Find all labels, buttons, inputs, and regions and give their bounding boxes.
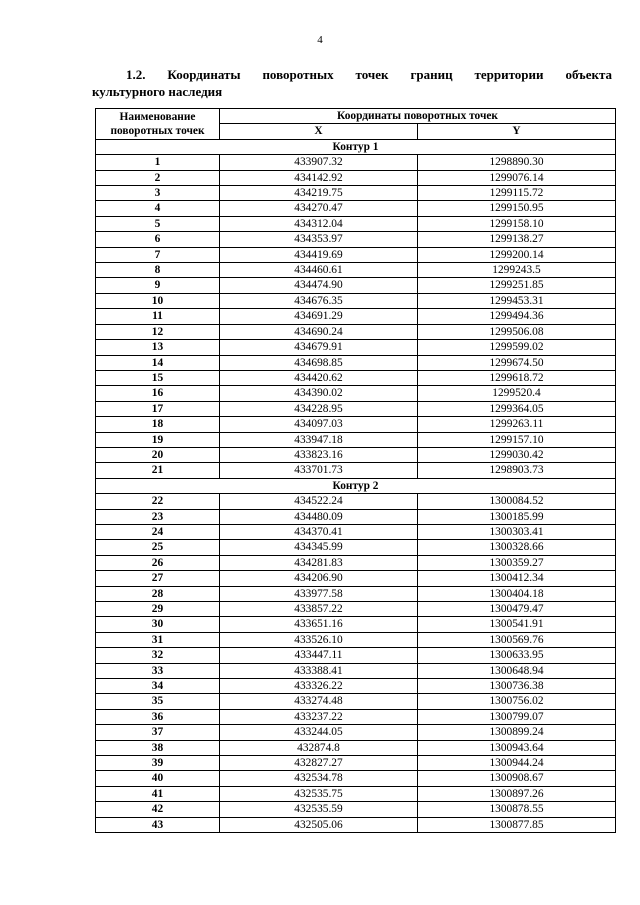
y-coordinate-cell: 1299200.14 (418, 247, 616, 262)
table-row (96, 648, 616, 663)
table-body (96, 139, 616, 832)
header-y: Y (418, 124, 616, 139)
x-coordinate-cell: 433274.48 (220, 694, 418, 709)
point-number-cell: 26 (96, 555, 220, 570)
table-row (96, 540, 616, 555)
point-number-cell: 38 (96, 740, 220, 755)
point-number-cell: 33 (96, 663, 220, 678)
x-coordinate-cell: 432827.27 (220, 756, 418, 771)
point-number-cell: 3 (96, 186, 220, 201)
header-x: X (220, 124, 418, 139)
x-coordinate-cell: 434390.02 (220, 386, 418, 401)
y-coordinate-cell: 1300084.52 (418, 494, 616, 509)
x-coordinate-cell: 433977.58 (220, 586, 418, 601)
y-coordinate-cell: 1300569.76 (418, 632, 616, 647)
table-row (96, 756, 616, 771)
y-coordinate-cell: 1299251.85 (418, 278, 616, 293)
x-coordinate-cell: 433326.22 (220, 679, 418, 694)
x-coordinate-cell: 434142.92 (220, 170, 418, 185)
x-coordinate-cell: 432505.06 (220, 817, 418, 832)
y-coordinate-cell: 1299618.72 (418, 370, 616, 385)
x-coordinate-cell: 434679.91 (220, 340, 418, 355)
y-coordinate-cell: 1299157.10 (418, 432, 616, 447)
y-coordinate-cell: 1300944.24 (418, 756, 616, 771)
x-coordinate-cell: 434345.99 (220, 540, 418, 555)
section-title-word: 1.2. (126, 67, 146, 82)
table-row (96, 663, 616, 678)
point-number-cell: 2 (96, 170, 220, 185)
y-coordinate-cell: 1300185.99 (418, 509, 616, 524)
y-coordinate-cell: 1300479.47 (418, 602, 616, 617)
contour-label: Контур 2 (96, 478, 616, 493)
table-row (96, 524, 616, 539)
point-number-cell: 42 (96, 802, 220, 817)
point-number-cell: 15 (96, 370, 220, 385)
table-row (96, 463, 616, 478)
table-row (96, 602, 616, 617)
x-coordinate-cell: 434228.95 (220, 401, 418, 416)
x-coordinate-cell: 434312.04 (220, 216, 418, 231)
point-number-cell: 43 (96, 817, 220, 832)
table-row (96, 586, 616, 601)
header-point-name-line1: Наименование (119, 110, 196, 123)
section-title-word: поворотных (262, 67, 334, 82)
section-title-word: территории (474, 67, 544, 82)
point-number-cell: 18 (96, 417, 220, 432)
point-number-cell: 1 (96, 155, 220, 170)
table-row (96, 817, 616, 832)
y-coordinate-cell: 1298903.73 (418, 463, 616, 478)
y-coordinate-cell: 1300303.41 (418, 524, 616, 539)
table-row (96, 432, 616, 447)
x-coordinate-cell: 432535.75 (220, 786, 418, 801)
table-row (96, 802, 616, 817)
x-coordinate-cell: 433244.05 (220, 725, 418, 740)
y-coordinate-cell: 1300359.27 (418, 555, 616, 570)
y-coordinate-cell: 1299030.42 (418, 447, 616, 462)
point-number-cell: 17 (96, 401, 220, 416)
x-coordinate-cell: 433823.16 (220, 447, 418, 462)
section-title-line2: культурного наследия (92, 84, 223, 99)
point-number-cell: 30 (96, 617, 220, 632)
y-coordinate-cell: 1300799.07 (418, 709, 616, 724)
x-coordinate-cell: 434281.83 (220, 555, 418, 570)
section-title-line1 (92, 66, 612, 83)
point-number-cell: 9 (96, 278, 220, 293)
table-row (96, 170, 616, 185)
point-number-cell: 12 (96, 324, 220, 339)
y-coordinate-cell: 1300878.55 (418, 802, 616, 817)
contour-row (96, 139, 616, 154)
x-coordinate-cell: 434474.90 (220, 278, 418, 293)
table-row (96, 355, 616, 370)
section-title-word: точек (355, 67, 389, 82)
section-title-word: Координаты (167, 67, 241, 82)
x-coordinate-cell: 434460.61 (220, 263, 418, 278)
table-row (96, 293, 616, 308)
y-coordinate-cell: 1300328.66 (418, 540, 616, 555)
x-coordinate-cell: 432874.8 (220, 740, 418, 755)
table-row (96, 247, 616, 262)
table-row (96, 155, 616, 170)
y-coordinate-cell: 1299243.5 (418, 263, 616, 278)
x-coordinate-cell: 434270.47 (220, 201, 418, 216)
table-row (96, 771, 616, 786)
table-header (96, 109, 616, 140)
table-row (96, 216, 616, 231)
y-coordinate-cell: 1299150.95 (418, 201, 616, 216)
x-coordinate-cell: 434370.41 (220, 524, 418, 539)
x-coordinate-cell: 434420.62 (220, 370, 418, 385)
x-coordinate-cell: 434480.09 (220, 509, 418, 524)
y-coordinate-cell: 1299158.10 (418, 216, 616, 231)
point-number-cell: 31 (96, 632, 220, 647)
header-coordinates: Координаты поворотных точек (220, 109, 616, 124)
point-number-cell: 14 (96, 355, 220, 370)
x-coordinate-cell: 433947.18 (220, 432, 418, 447)
point-number-cell: 35 (96, 694, 220, 709)
point-number-cell: 20 (96, 447, 220, 462)
y-coordinate-cell: 1299520.4 (418, 386, 616, 401)
y-coordinate-cell: 1300899.24 (418, 725, 616, 740)
y-coordinate-cell: 1300756.02 (418, 694, 616, 709)
y-coordinate-cell: 1299494.36 (418, 309, 616, 324)
y-coordinate-cell: 1300541.91 (418, 617, 616, 632)
contour-label: Контур 1 (96, 139, 616, 154)
table-row (96, 447, 616, 462)
table-row (96, 401, 616, 416)
x-coordinate-cell: 434219.75 (220, 186, 418, 201)
point-number-cell: 6 (96, 232, 220, 247)
x-coordinate-cell: 434690.24 (220, 324, 418, 339)
x-coordinate-cell: 434522.24 (220, 494, 418, 509)
page-number: 4 (317, 34, 323, 46)
section-title-word: границ (410, 67, 453, 82)
y-coordinate-cell: 1300736.38 (418, 679, 616, 694)
y-coordinate-cell: 1300943.64 (418, 740, 616, 755)
y-coordinate-cell: 1299263.11 (418, 417, 616, 432)
table-row (96, 617, 616, 632)
table-row (96, 263, 616, 278)
table-row (96, 632, 616, 647)
y-coordinate-cell: 1299115.72 (418, 186, 616, 201)
point-number-cell: 16 (96, 386, 220, 401)
table-row (96, 309, 616, 324)
coordinates-table (95, 108, 616, 833)
y-coordinate-cell: 1299674.50 (418, 355, 616, 370)
y-coordinate-cell: 1300404.18 (418, 586, 616, 601)
table-row (96, 571, 616, 586)
point-number-cell: 29 (96, 602, 220, 617)
x-coordinate-cell: 433857.22 (220, 602, 418, 617)
x-coordinate-cell: 433388.41 (220, 663, 418, 678)
point-number-cell: 32 (96, 648, 220, 663)
y-coordinate-cell: 1299138.27 (418, 232, 616, 247)
y-coordinate-cell: 1299599.02 (418, 340, 616, 355)
x-coordinate-cell: 432534.78 (220, 771, 418, 786)
point-number-cell: 41 (96, 786, 220, 801)
x-coordinate-cell: 432535.59 (220, 802, 418, 817)
point-number-cell: 40 (96, 771, 220, 786)
y-coordinate-cell: 1299076.14 (418, 170, 616, 185)
point-number-cell: 37 (96, 725, 220, 740)
point-number-cell: 24 (96, 524, 220, 539)
point-number-cell: 27 (96, 571, 220, 586)
x-coordinate-cell: 434691.29 (220, 309, 418, 324)
table-row (96, 417, 616, 432)
table-row (96, 555, 616, 570)
contour-row (96, 478, 616, 493)
x-coordinate-cell: 434698.85 (220, 355, 418, 370)
table-row (96, 201, 616, 216)
x-coordinate-cell: 433651.16 (220, 617, 418, 632)
x-coordinate-cell: 434097.03 (220, 417, 418, 432)
point-number-cell: 11 (96, 309, 220, 324)
point-number-cell: 34 (96, 679, 220, 694)
x-coordinate-cell: 434676.35 (220, 293, 418, 308)
header-point-name (96, 109, 220, 140)
y-coordinate-cell: 1299506.08 (418, 324, 616, 339)
point-number-cell: 13 (96, 340, 220, 355)
table-row (96, 370, 616, 385)
point-number-cell: 4 (96, 201, 220, 216)
x-coordinate-cell: 433237.22 (220, 709, 418, 724)
y-coordinate-cell: 1299364.05 (418, 401, 616, 416)
table-row (96, 278, 616, 293)
point-number-cell: 10 (96, 293, 220, 308)
y-coordinate-cell: 1300897.26 (418, 786, 616, 801)
table-row (96, 340, 616, 355)
point-number-cell: 36 (96, 709, 220, 724)
y-coordinate-cell: 1300877.85 (418, 817, 616, 832)
y-coordinate-cell: 1300633.95 (418, 648, 616, 663)
point-number-cell: 39 (96, 756, 220, 771)
point-number-cell: 23 (96, 509, 220, 524)
table-row (96, 679, 616, 694)
table-row (96, 786, 616, 801)
table-row (96, 709, 616, 724)
point-number-cell: 21 (96, 463, 220, 478)
section-title (92, 66, 612, 100)
table-row (96, 725, 616, 740)
table-row (96, 386, 616, 401)
table-row (96, 324, 616, 339)
x-coordinate-cell: 433526.10 (220, 632, 418, 647)
x-coordinate-cell: 434353.97 (220, 232, 418, 247)
point-number-cell: 19 (96, 432, 220, 447)
point-number-cell: 8 (96, 263, 220, 278)
y-coordinate-cell: 1300648.94 (418, 663, 616, 678)
header-point-name-line2: поворотных точек (110, 124, 205, 137)
point-number-cell: 5 (96, 216, 220, 231)
point-number-cell: 22 (96, 494, 220, 509)
y-coordinate-cell: 1298890.30 (418, 155, 616, 170)
y-coordinate-cell: 1300908.67 (418, 771, 616, 786)
x-coordinate-cell: 434206.90 (220, 571, 418, 586)
table-row (96, 509, 616, 524)
y-coordinate-cell: 1300412.34 (418, 571, 616, 586)
table-row (96, 186, 616, 201)
table-row (96, 232, 616, 247)
table-row (96, 494, 616, 509)
y-coordinate-cell: 1299453.31 (418, 293, 616, 308)
x-coordinate-cell: 433701.73 (220, 463, 418, 478)
section-title-word: объекта (565, 67, 612, 82)
x-coordinate-cell: 433907.32 (220, 155, 418, 170)
point-number-cell: 25 (96, 540, 220, 555)
table-row (96, 740, 616, 755)
x-coordinate-cell: 433447.11 (220, 648, 418, 663)
point-number-cell: 7 (96, 247, 220, 262)
table-row (96, 694, 616, 709)
point-number-cell: 28 (96, 586, 220, 601)
x-coordinate-cell: 434419.69 (220, 247, 418, 262)
